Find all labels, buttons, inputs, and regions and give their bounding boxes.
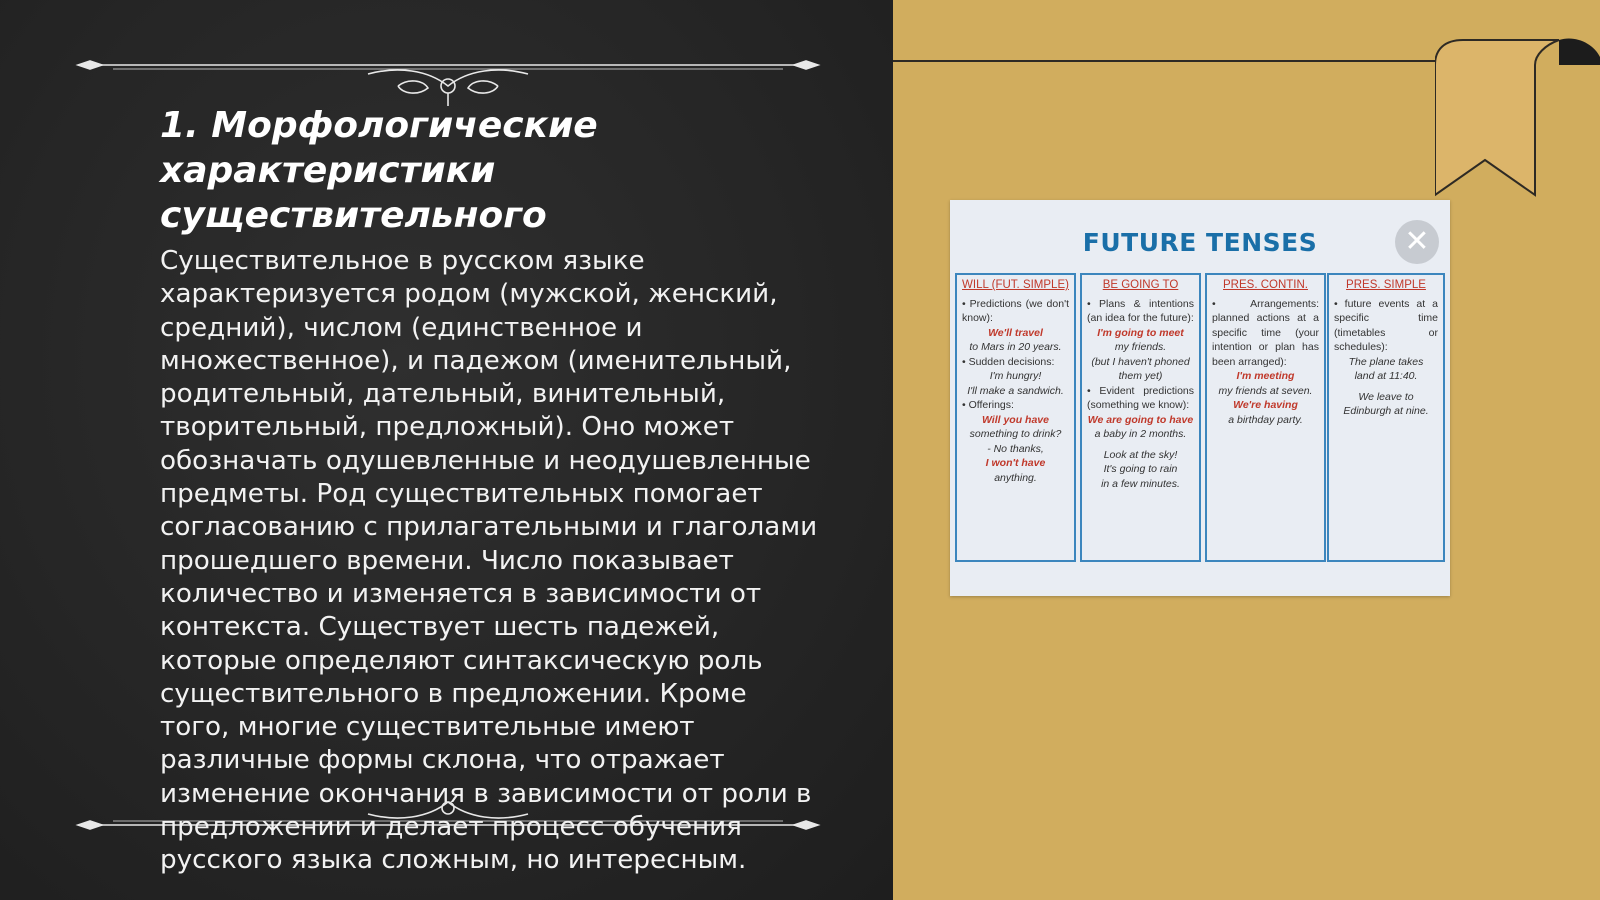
column-row: I'll make a sandwich.: [967, 384, 1064, 397]
column-row: (but I haven't phoned them yet): [1091, 355, 1190, 382]
column-row: It's going to rain: [1103, 463, 1178, 475]
column-row: We are going to have: [1087, 413, 1194, 426]
column-row: We'll travel: [988, 326, 1043, 339]
column-pres-simple: [1327, 273, 1445, 562]
column-row: I'm hungry!: [989, 370, 1042, 382]
body-paragraph: Существительное в русском языке характеризуется родом (мужской, женский, средний), числом (единственное и множественное), и падежом (именительный, родительный, дательный, винительный, творительный, предложный). Оно может обозначать одушевленные и неодушевленные предметы. Род существительных помогает согласованию с прилагательными и глаголами прошедшего времени. Число показывает количество и изменяется в зависимости от контекста. Существует шесть падежей, которые определяют синтаксическую роль существительного в предложении. Кроме того, многие существительные имеют различные формы склона, что отражает изменение окончания в зависимости от роли в предложении и делает процесс обучения русского языка сложным, но интересным.: [160, 246, 818, 876]
page-title: [160, 103, 820, 238]
bookmark-ribbon-icon: [1435, 35, 1600, 200]
column-row: I won't have: [985, 457, 1046, 469]
column-row: Will you have: [981, 413, 1049, 426]
title-line-3: существительного: [160, 195, 547, 236]
column-row: I'm going to meet: [1097, 326, 1184, 339]
column-row: a baby in 2 months.: [1094, 428, 1187, 440]
tense-columns: [955, 273, 1445, 566]
column-will: [955, 273, 1076, 562]
gold-panel-rule: [893, 60, 1438, 62]
column-row: • Arrangements: planned actions at a specific time (your intention or plan has been arranged):: [1212, 297, 1319, 368]
column-row: • Evident predictions (something we know):: [1087, 384, 1194, 411]
column-rows: [1334, 297, 1438, 419]
column-row: anything.: [994, 471, 1037, 484]
column-row: • Predictions (we don't know):: [962, 297, 1069, 324]
column-row: to Mars in 20 years.: [969, 341, 1062, 353]
column-rows: [1087, 297, 1194, 492]
column-heading: BE GOING TO: [1102, 279, 1179, 291]
column-pres-contin: [1205, 273, 1326, 562]
title-line-2: характеристики: [160, 150, 496, 191]
column-heading: PRES. CONTIN.: [1223, 279, 1308, 291]
column-row: • Offerings:: [962, 399, 1014, 411]
column-rows: [1212, 297, 1319, 428]
column-row: • Sudden decisions:: [962, 355, 1055, 368]
column-heading: PRES. SIMPLE: [1346, 279, 1426, 291]
column-row: • Plans & intentions (an idea for the future):: [1087, 297, 1194, 324]
column-row: my friends at seven.: [1218, 384, 1313, 397]
column-row: Look at the sky!: [1103, 448, 1178, 461]
column-heading: WILL (FUT. SIMPLE): [962, 279, 1069, 291]
title-line-1: 1. Морфологические: [160, 105, 598, 146]
column-row: something to drink?: [969, 428, 1062, 440]
ornament-top-icon: [68, 56, 828, 106]
column-going-to: [1080, 273, 1201, 562]
close-icon: ✕: [1404, 224, 1430, 259]
column-row: a birthday party.: [1228, 413, 1303, 426]
column-row: • future events at a specific time (timetables or schedules):: [1334, 297, 1438, 353]
column-row: We're having: [1233, 399, 1298, 411]
image-card: [950, 200, 1450, 596]
column-row: We leave to: [1358, 390, 1414, 403]
card-title: FUTURE TENSES: [1082, 228, 1318, 257]
column-row: I'm meeting: [1236, 370, 1295, 382]
column-row: my friends.: [1114, 341, 1167, 353]
column-row: land at 11:40.: [1354, 370, 1418, 382]
close-button[interactable]: [1395, 220, 1439, 264]
column-row: The plane takes: [1348, 355, 1424, 368]
column-row: - No thanks,: [987, 442, 1044, 455]
column-rows: [962, 297, 1069, 486]
column-row: in a few minutes.: [1101, 477, 1180, 490]
column-row: Edinburgh at nine.: [1343, 405, 1429, 417]
